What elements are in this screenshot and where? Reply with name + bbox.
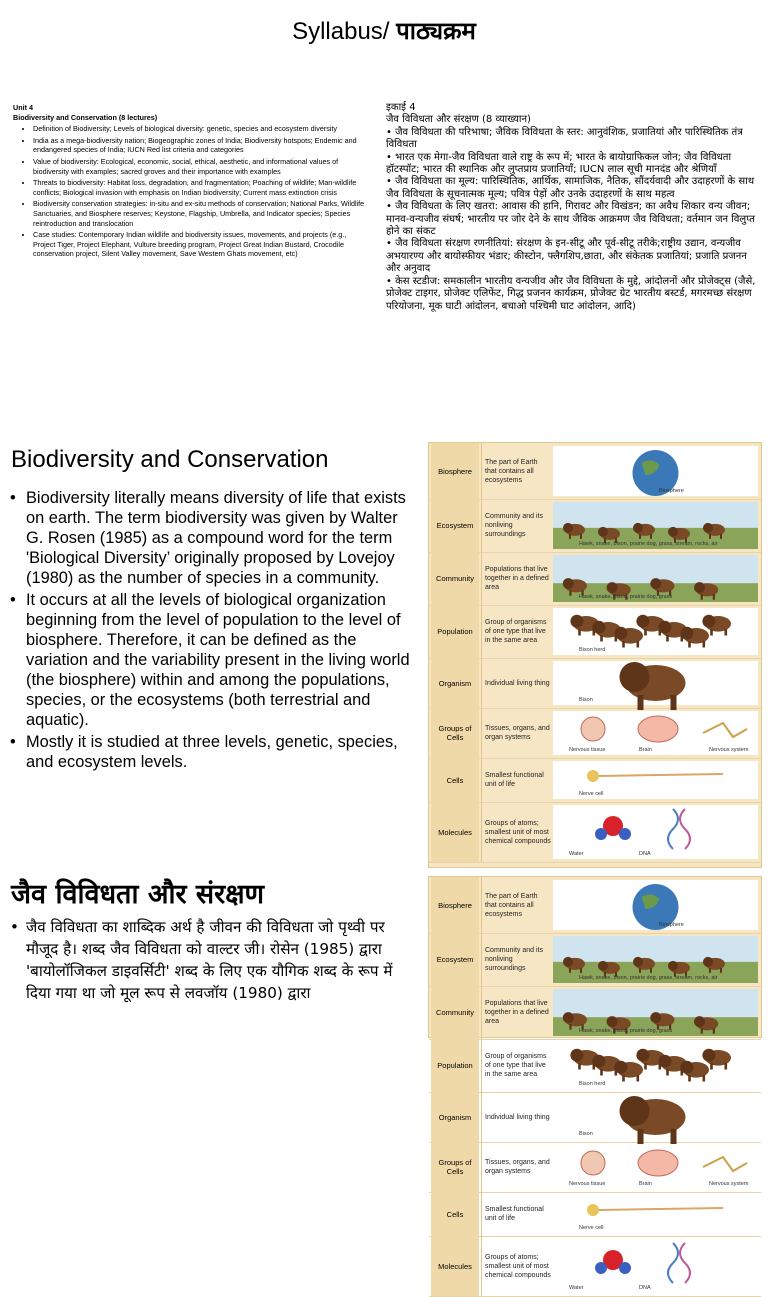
- level-caption: Brain: [639, 747, 652, 753]
- level-row: [429, 605, 761, 659]
- biodiversity-bullets: [8, 488, 410, 774]
- levels-diagram-repeat: [428, 876, 762, 1291]
- syllabus-title-en: Syllabus/: [292, 18, 390, 45]
- level-caption: Water: [569, 851, 584, 857]
- level-row: [429, 552, 761, 606]
- level-row: [429, 658, 761, 709]
- nervous-tissue: [581, 1151, 605, 1175]
- level-description: Group of organisms of one type that live in the same area: [481, 1039, 551, 1092]
- level-row: [429, 499, 761, 553]
- level-caption: DNA: [639, 851, 651, 857]
- hindi-syllabus-item: • भारत एक मेगा-जैव विविधता वाले राष्ट्र के रूप में; भारत के बायोग्राफिकल जोन; जैव विविधता हॉटस्पॉट; भारत की स्थानिक और लुप्तप्राय प्रजातियाँ; IUCN लाल सूची मानदंड और श्रेणियाँ: [386, 151, 732, 176]
- hindi-section-title: जैव विविधता और संरक्षण: [11, 879, 265, 910]
- level-row: [429, 986, 761, 1040]
- level-name: Population: [431, 1039, 479, 1092]
- level-name: Organism: [431, 1092, 479, 1142]
- hindi-syllabus: [386, 102, 758, 313]
- level-row: [429, 802, 761, 863]
- hydrogen-atom: [619, 828, 631, 840]
- level-caption: Nervous system: [709, 1181, 749, 1187]
- level-caption: Bison herd: [579, 647, 606, 653]
- level-name: Molecules: [431, 1236, 479, 1296]
- bullet-item: • It occurs at all the levels of biological organization beginning from the level of population to the level of biosphere. Therefore, it can be defined as the variation and the variability present in the living world (the biosphere) within and among the populations, species, or the ecosystems (both terrestrial and aquatic).: [8, 590, 410, 730]
- level-caption: Bison: [579, 1131, 593, 1137]
- levels-diagram: [428, 442, 762, 868]
- level-caption: Hawk, snake, bison, prairie dog, grass, stream, rocks, air: [579, 975, 718, 981]
- level-row: [429, 1192, 761, 1237]
- level-name: Groups of Cells: [431, 1142, 479, 1192]
- syllabus-title: [0, 14, 768, 47]
- hindi-bullets: [8, 916, 408, 1004]
- level-caption: Biosphere: [659, 922, 684, 928]
- hydrogen-atom: [595, 1262, 607, 1274]
- level-illustration: [553, 446, 758, 496]
- level-description: Community and its nonliving surroundings: [481, 499, 551, 552]
- hydrogen-atom: [595, 828, 607, 840]
- level-caption: Bison: [579, 697, 593, 703]
- section-title: Biodiversity and Conservation: [11, 446, 329, 473]
- syllabus-item: • Value of biodiversity: Ecological, economic, social, ethical, aesthetic, and informational values of biodiversity with examples; sacred groves and their importance with examples: [33, 157, 365, 176]
- hindi-syllabus-item: • जैव विविधता का मूल्य: पारिस्थितिक, आर्थिक, सामाजिक, नैतिक, सौंदर्यवादी और उदाहरणों के साथ जैव विविधता के सूचनात्मक मूल्य; पवित्र पेड़ों और उनके उदाहरणों के साथ महत्व: [386, 176, 755, 200]
- nerve-cell-body: [587, 770, 599, 782]
- bullet-item: • Biodiversity literally means diversity of life that exists on earth. The term biodiversity was given by Walter G. Rosen (1985) as a compound word for the term 'Biological Diversity’ originally proposed by Lovejoy (1980) as the number of species in a community.: [8, 488, 410, 588]
- hindi-syllabus-item: • जैव विविधता संरक्षण रणनीतियां: संरक्षण के इन-सीटू और पूर्व-सीटू तरीके;राष्ट्रीय उद्यान, वन्यजीव अभयारण्य और बायोस्फीयर भंडार; कीस्टोन, फ्लैगशिप,छाता, और संकेतक प्रजातियां; प्रजाति प्रजनन और अनुवाद: [386, 238, 747, 275]
- level-description: Populations that live together in a defined area: [481, 552, 551, 605]
- level-row: [429, 1092, 761, 1143]
- nervous-tissue: [581, 717, 605, 741]
- syllabus-title-hi: पाठ्यक्रम: [396, 17, 476, 45]
- syllabus-item: • India as a mega-biodiversity nation; Biogeographic zones of India; Biodiversity hotspots; Endemic and endangered species of India; IUCN Red list criteria and categories: [33, 136, 365, 155]
- level-description: Tissues, organs, and organ systems: [481, 1142, 551, 1192]
- level-caption: Water: [569, 1285, 584, 1291]
- level-name: Cells: [431, 1192, 479, 1236]
- nerve-cell-body: [587, 1204, 599, 1216]
- syllabus-item: • Case studies: Contemporary Indian wildlife and biodiversity issues, movements, and projects (e.g., Project Tiger, Project Elephant, Vulture breeding program, Project Great Indian Bustard, Crocodile conservation project, Silent Valley movement, Save Western Ghats movement, etc): [33, 230, 365, 259]
- level-description: Populations that live together in a defined area: [481, 986, 551, 1039]
- level-caption: Nerve cell: [579, 1225, 604, 1231]
- level-caption: Hawk, snake, bison, prairie dog, grass: [579, 1028, 673, 1034]
- level-row: [429, 933, 761, 987]
- level-description: Smallest functional unit of life: [481, 1192, 551, 1236]
- english-syllabus-list: [13, 124, 365, 259]
- level-row: [429, 1039, 761, 1093]
- level-description: Group of organisms of one type that live in the same area: [481, 605, 551, 658]
- syllabus-item: • Biodiversity conservation strategies: in-situ and ex-situ methods of conservation; National Parks, Wildlife Sanctuaries, and Biosphere reserves; Keystone, Flagship, Umbrella, and Indicator species; Species reintroduction and translocation: [33, 199, 365, 228]
- level-caption: Bison herd: [579, 1081, 606, 1087]
- level-description: Tissues, organs, and organ systems: [481, 708, 551, 758]
- level-caption: Nervous system: [709, 747, 749, 753]
- hydrogen-atom: [619, 1262, 631, 1274]
- level-row: [429, 1236, 761, 1297]
- level-illustration: [553, 805, 758, 859]
- level-name: Groups of Cells: [431, 708, 479, 758]
- level-description: Community and its nonliving surroundings: [481, 933, 551, 986]
- level-caption: Biosphere: [659, 488, 684, 494]
- syllabus-item: • Threats to biodiversity: Habitat loss, degradation, and fragmentation; Poaching of wildlife; Man-wildlife conflicts; Biological invasion with emphasis on Indian biodiversity; Current mass extinction crisis: [33, 178, 365, 197]
- level-name: Community: [431, 986, 479, 1039]
- level-caption: Hawk, snake, bison, prairie dog, grass: [579, 594, 673, 600]
- level-description: Individual living thing: [481, 658, 551, 708]
- level-description: Groups of atoms; smallest unit of most chemical compounds: [481, 1236, 551, 1296]
- level-row: [429, 758, 761, 803]
- level-row: [429, 443, 761, 500]
- level-description: Smallest functional unit of life: [481, 758, 551, 802]
- level-caption: Nervous tissue: [569, 1181, 606, 1187]
- level-row: [429, 877, 761, 934]
- level-name: Biosphere: [431, 877, 479, 933]
- hindi-syllabus-item: • जैव विविधता की परिभाषा; जैविक विविधता के स्तर: आनुवंशिक, प्रजातियां और पारिस्थितिक तंत्र विविधता: [386, 126, 743, 151]
- level-caption: DNA: [639, 1285, 651, 1291]
- level-illustration: [553, 880, 758, 930]
- level-name: Population: [431, 605, 479, 658]
- level-caption: Nervous tissue: [569, 747, 606, 753]
- hindi-syllabus-item: • केस स्टडीज: समकालीन भारतीय वन्यजीव और जैव विविधता के मुद्दे, आंदोलनों और प्रोजेक्ट्स (जैसे, प्रोजेक्ट टाइगर, प्रोजेक्ट एलिफेंट, गिद्ध प्रजनन कार्यक्रम, प्रोजेक्ट ग्रेट भारतीय बस्टर्ड, मगरमच्छ संरक्षण परियोजना, मूक घाटी आंदोलन, बचाओ पश्चिमी घाट आंदोलन, आदि): [386, 275, 756, 312]
- level-name: Cells: [431, 758, 479, 802]
- unit-label: Unit 4: [13, 103, 33, 112]
- level-caption: Hawk, snake, bison, prairie dog, grass, stream, rocks, air: [579, 541, 718, 547]
- level-name: Biosphere: [431, 443, 479, 499]
- level-name: Ecosystem: [431, 499, 479, 552]
- level-description: The part of Earth that contains all ecosystems: [481, 443, 551, 499]
- hindi-unit-heading: जैव विविधता और संरक्षण (8 व्याख्यान): [386, 114, 531, 126]
- brain: [638, 1150, 678, 1176]
- bullet-item: • Mostly it is studied at three levels, genetic, species, and ecosystem levels.: [8, 732, 410, 772]
- brain: [638, 716, 678, 742]
- syllabus-item: • Definition of Biodiversity; Levels of biological diversity: genetic, species and ecosystem diversity: [33, 124, 365, 134]
- level-description: The part of Earth that contains all ecosystems: [481, 877, 551, 933]
- level-caption: Brain: [639, 1181, 652, 1187]
- unit-heading: Biodiversity and Conservation (8 lectures): [13, 112, 158, 122]
- level-description: Groups of atoms; smallest unit of most chemical compounds: [481, 802, 551, 862]
- level-row: [429, 708, 761, 759]
- level-name: Ecosystem: [431, 933, 479, 986]
- level-row: [429, 1142, 761, 1193]
- level-name: Community: [431, 552, 479, 605]
- hindi-bullet-item: • जैव विविधता का शाब्दिक अर्थ है जीवन की विविधता जो पृथ्वी पर मौजूद है। शब्द जैव विविधता को वाल्टर जी। रोसेन (1985) द्वारा 'बायोलॉजिकल डाइवर्सिटी' शब्द के लिए एक यौगिक शब्द के रूप में दिया गया था जो मूल रूप से लवजॉय (1980) द्वारा: [8, 916, 408, 1004]
- level-name: Organism: [431, 658, 479, 708]
- level-illustration: [553, 1239, 758, 1293]
- hindi-syllabus-item: • जैव विविधता के लिए खतरा: आवास की हानि, गिरावट और विखंडन; का अवैध शिकार वन्य जीवन; मानव-वन्यजीव संघर्ष; भारतीय पर जोर देने के साथ जैविक आक्रमण जैव विविधता; वर्तमान जन विलुप्त होने का संकट: [386, 201, 755, 238]
- level-name: Molecules: [431, 802, 479, 862]
- level-description: Individual living thing: [481, 1092, 551, 1142]
- level-caption: Nerve cell: [579, 791, 604, 797]
- hindi-unit-label: इकाई 4: [386, 102, 416, 113]
- english-syllabus: [13, 103, 365, 261]
